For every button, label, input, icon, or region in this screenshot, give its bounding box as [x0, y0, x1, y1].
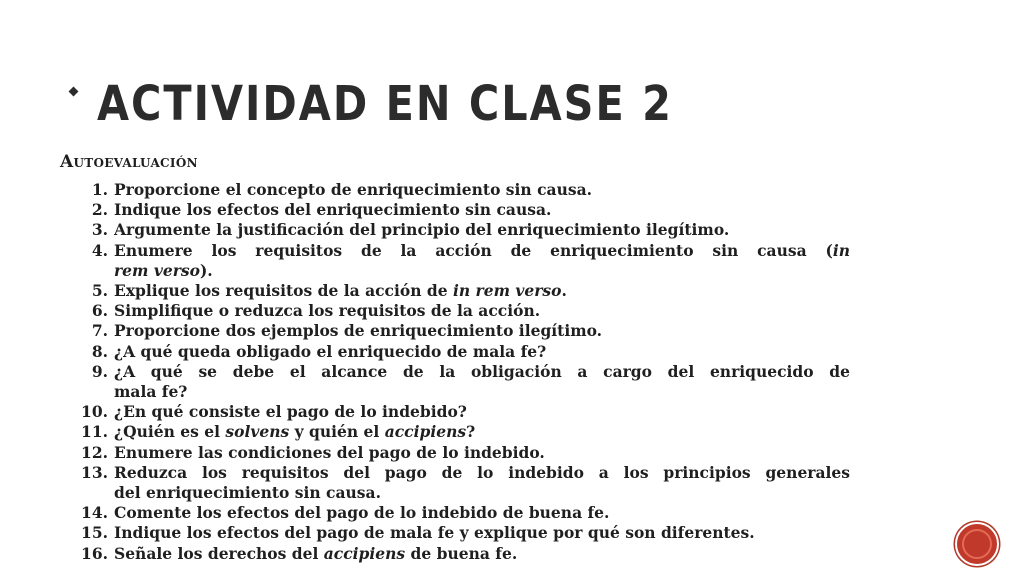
- item-text: del enriquecimiento sin causa.: [114, 483, 381, 503]
- list-item-continuation: [60, 261, 850, 281]
- item-text-part: ).: [199, 260, 213, 280]
- list-item-continuation: [60, 483, 850, 503]
- item-text: Proporcione dos ejemplos de enriquecimiento ilegítimo.: [114, 321, 603, 341]
- item-text: Reduzca los requisitos del pago de lo indebido a los principios generales: [114, 462, 850, 482]
- item-text: Comente los efectos del pago de lo indebido de buena fe.: [114, 503, 610, 523]
- diamond-bullet-icon: [69, 87, 79, 97]
- item-text: Simplifique o reduzca los requisitos de la acción.: [114, 301, 541, 321]
- slide-title: ACTIVIDAD EN CLASE 2: [97, 74, 673, 132]
- list-item-continuation: [60, 382, 850, 402]
- item-text-part: Señale los derechos del: [114, 543, 324, 563]
- item-text-part: Enumere los requisitos de la acción de enriquecimiento sin causa (: [114, 240, 833, 260]
- item-number: 15.: [81, 523, 108, 543]
- item-number: 6.: [91, 301, 108, 321]
- item-number: 2.: [91, 200, 108, 220]
- list-item: [60, 281, 850, 301]
- item-text-italic: in: [832, 240, 850, 260]
- item-text: ¿A qué se debe el alcance de la obligación a cargo del enriquecido de: [114, 361, 850, 381]
- list-item: [60, 443, 850, 463]
- item-text: Enumere las condiciones del pago de lo indebido.: [114, 442, 545, 462]
- list-item: [60, 402, 850, 422]
- item-number: 10.: [81, 402, 108, 422]
- item-number: 8.: [91, 341, 108, 361]
- item-text: Proporcione el concepto de enriquecimiento sin causa.: [114, 180, 593, 199]
- list-item: [60, 220, 850, 240]
- item-text: Argumente la justificación del principio del enriquecimiento ilegítimo.: [114, 220, 730, 240]
- list-item: [60, 523, 850, 543]
- item-number: 13.: [81, 462, 108, 482]
- list-item: [60, 301, 850, 321]
- item-text-italic: accipiens: [323, 543, 406, 563]
- circle-button-icon[interactable]: [955, 522, 999, 566]
- item-number: 11.: [81, 422, 108, 442]
- list-item: [60, 503, 850, 523]
- item-text: ¿En qué consiste el pago de lo indebido?: [114, 402, 467, 422]
- item-text-part: y quién el: [289, 422, 385, 442]
- item-number: 1.: [91, 180, 108, 199]
- item-text-italic: accipiens: [384, 422, 467, 442]
- item-number: 5.: [91, 281, 108, 301]
- question-list: [60, 180, 850, 564]
- item-text-italic: rem verso: [114, 260, 200, 280]
- item-number: 3.: [91, 220, 108, 240]
- item-text: mala fe?: [114, 382, 188, 402]
- section-heading: Autoevaluación: [60, 152, 198, 172]
- list-item: [60, 463, 850, 483]
- item-text-part: .: [561, 281, 567, 301]
- item-text: Indique los efectos del enriquecimiento sin causa.: [114, 200, 552, 220]
- ring-decoration: [962, 529, 992, 559]
- list-item: [60, 321, 850, 341]
- list-item: [60, 422, 850, 442]
- item-number: 14.: [81, 503, 108, 523]
- item-number: 4.: [91, 240, 108, 260]
- item-text-part: Explique los requisitos de la acción de: [114, 281, 453, 301]
- list-item: [60, 180, 850, 200]
- item-text: [114, 241, 850, 261]
- item-text-italic: in rem verso: [452, 281, 562, 301]
- item-text: [114, 544, 850, 564]
- list-item: [60, 544, 850, 564]
- list-item: [60, 241, 850, 261]
- item-text: ¿A qué queda obligado el enriquecido de mala fe?: [114, 341, 547, 361]
- list-item: [60, 200, 850, 220]
- item-text-part: de buena fe.: [405, 543, 518, 563]
- item-text-part: ?: [466, 422, 476, 442]
- list-item: [60, 362, 850, 382]
- scanned-page: [60, 150, 860, 576]
- item-text-part: ¿Quién es el: [114, 422, 226, 442]
- item-text: [114, 281, 850, 301]
- item-text: [114, 422, 850, 442]
- item-text: Indique los efectos del pago de mala fe y explique por qué son diferentes.: [114, 523, 755, 543]
- item-number: 16.: [81, 543, 108, 563]
- list-item: [60, 342, 850, 362]
- item-number: 7.: [91, 321, 108, 341]
- item-text-italic: solvens: [225, 422, 290, 442]
- item-number: 9.: [91, 361, 108, 381]
- item-text: [114, 261, 850, 281]
- item-number: 12.: [81, 442, 108, 462]
